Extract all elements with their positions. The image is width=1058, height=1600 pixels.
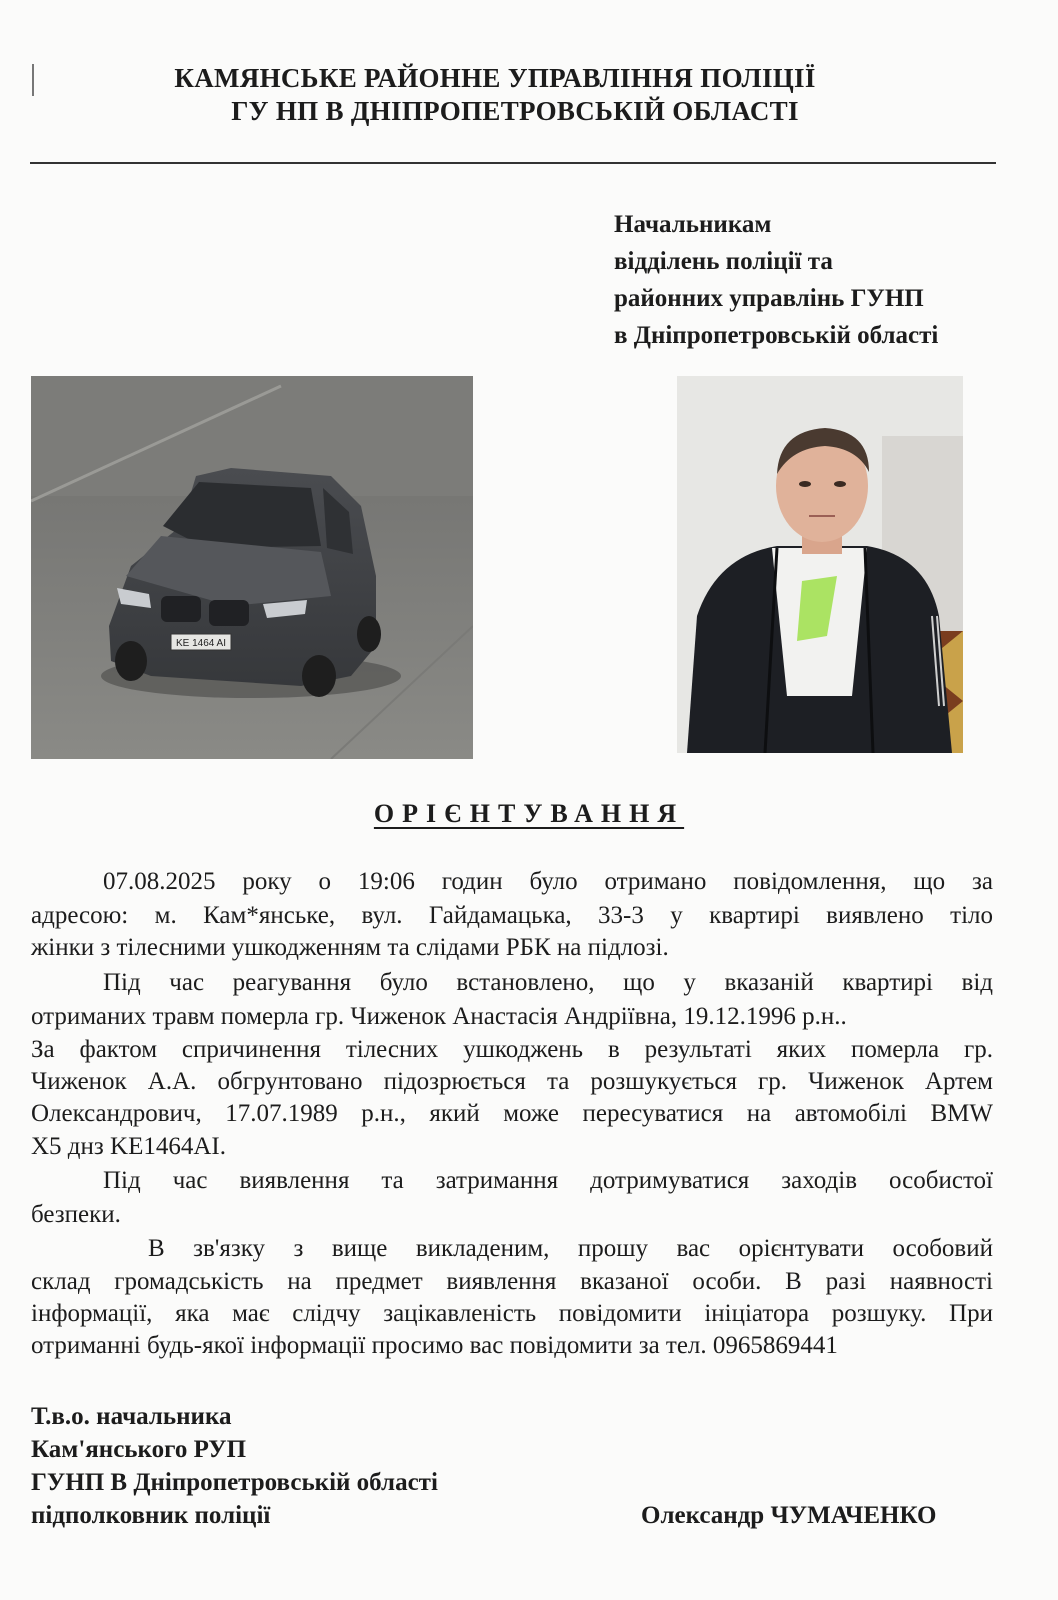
body-line: За фактом спричинення тілесних ушкоджень в результаті яких померла гр. (31, 1036, 993, 1063)
body-line: інформації, яка має слідчу зацікавленість повідомити ініціатора розшуку. При (31, 1300, 993, 1327)
car-photo (31, 376, 473, 759)
body-line: безпеки. (31, 1201, 121, 1228)
body-line: адресою: м. Кам*янське, вул. Гайдамацька, 33-3 у квартирі виявлено тіло (31, 902, 993, 929)
signature-line: підполковник поліції (31, 1502, 271, 1529)
document-title: ОРІЄНТУВАННЯ (373, 799, 685, 828)
body-line: Під час виявлення та затримання дотримуватися заходів особистої (103, 1167, 993, 1194)
body-line: В зв'язку з вище викладеним, прошу вас орієнтувати особовий (148, 1235, 993, 1262)
body-line: Чиженок А.А. обгрунтовано підозрюється та розшукується гр. Чиженок Артем (31, 1068, 993, 1095)
addressee-line: відділень поліції та (614, 248, 833, 275)
suspect-photo-image (677, 376, 963, 753)
addressee-line: в Дніпропетровській області (614, 322, 939, 349)
body-line: Під час реагування було встановлено, що у вказаній квартирі від (103, 969, 993, 996)
body-line: склад громадськість на предмет виявлення вказаної особи. В разі наявності (31, 1268, 993, 1295)
signatory-name: Олександр ЧУМАЧЕНКО (641, 1502, 937, 1529)
signature-line: Кам'янського РУП (31, 1436, 247, 1463)
body-line: Олександрович, 17.07.1989 р.н., який може пересуватися на автомобілі BMW (31, 1100, 993, 1127)
body-line: отриманих травм померла гр. Чиженок Анастасія Андріївна, 19.12.1996 р.н.. (31, 1003, 847, 1030)
signature-line: Т.в.о. начальника (31, 1403, 232, 1430)
signature-block (31, 1400, 438, 1532)
header-divider (30, 162, 996, 164)
suspect-photo (677, 376, 963, 753)
body-line: отриманні будь-якої інформації просимо вас повідомити за тел. 0965869441 (31, 1332, 838, 1359)
addressee-line: районних управлінь ГУНП (614, 285, 924, 312)
license-plate: KE 1464 AI (175, 638, 227, 649)
addressee-block (614, 206, 938, 354)
body-line: 07.08.2025 року о 19:06 годин було отримано повідомлення, що за (103, 868, 993, 895)
body-line: жінки з тілесними ушкодженням та слідами РБК на підлозі. (31, 934, 669, 961)
header-line-2: ГУ НП В ДНІПРОПЕТРОВСЬКІЙ ОБЛАСТІ (231, 96, 799, 126)
signature-line: ГУНП В Дніпропетровській області (31, 1469, 438, 1496)
car-photo-image (31, 376, 473, 759)
addressee-line: Начальникам (614, 211, 772, 238)
body-line: X5 днз KE1464AI. (31, 1133, 226, 1160)
header-line-1: КАМЯНСЬКЕ РАЙОННЕ УПРАВЛІННЯ ПОЛІЦІЇ (174, 63, 816, 93)
